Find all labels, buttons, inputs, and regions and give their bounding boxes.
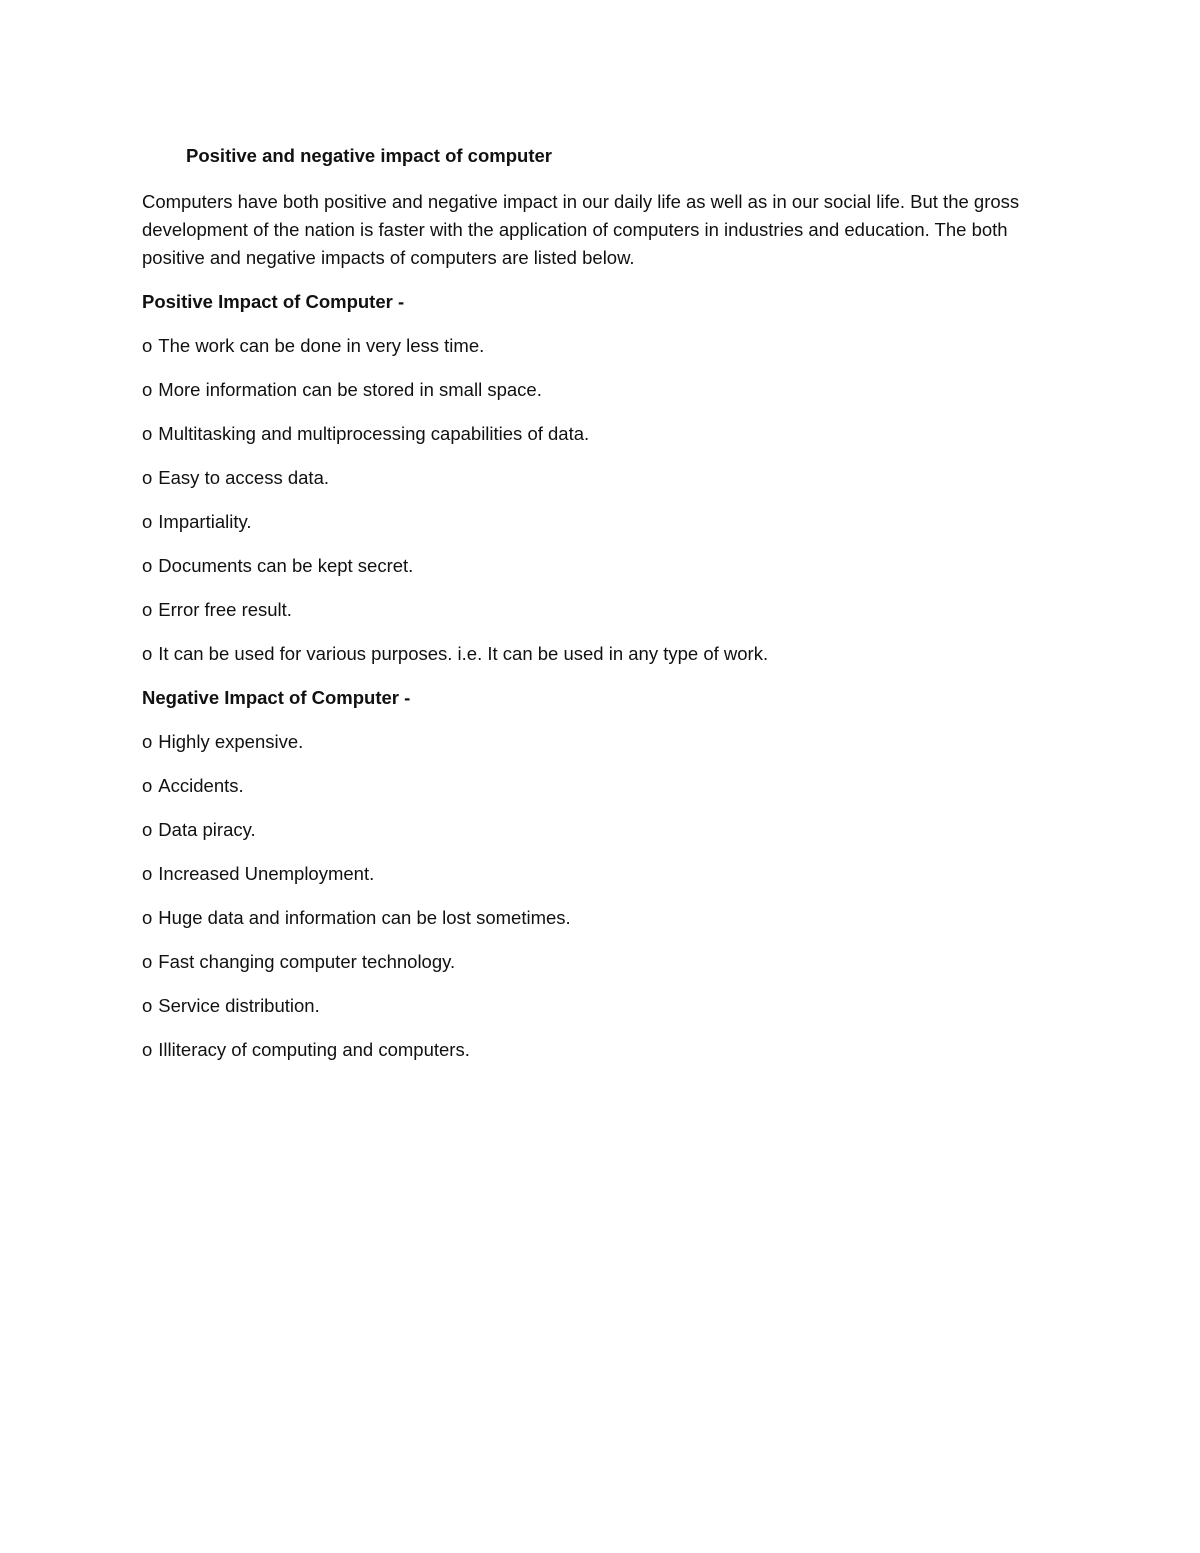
negative-impact-list — [142, 728, 1062, 1064]
list-item-text: The work can be done in very less time. — [158, 335, 485, 356]
bullet-marker: o — [142, 775, 153, 796]
list-item-text: It can be used for various purposes. i.e. It can be used in any type of work. — [158, 643, 769, 664]
list-item — [142, 992, 1062, 1020]
list-item — [142, 596, 1062, 624]
bullet-marker: o — [142, 599, 153, 620]
bullet-marker: o — [142, 731, 153, 752]
list-item — [142, 948, 1062, 976]
list-item — [142, 904, 1062, 932]
list-item-text: Multitasking and multiprocessing capabilities of data. — [158, 423, 590, 444]
list-item-text: Accidents. — [158, 775, 244, 796]
list-item-text: Documents can be kept secret. — [158, 555, 414, 576]
list-item-text: Service distribution. — [158, 995, 320, 1016]
positive-impact-heading: Positive Impact of Computer - — [142, 291, 405, 312]
bullet-marker: o — [142, 555, 153, 576]
bullet-marker: o — [142, 863, 153, 884]
list-item-text: Highly expensive. — [158, 731, 304, 752]
list-item-text: Easy to access data. — [158, 467, 329, 488]
bullet-marker: o — [142, 1039, 153, 1060]
list-item-text: Error free result. — [158, 599, 292, 620]
list-item — [142, 772, 1062, 800]
bullet-marker: o — [142, 951, 153, 972]
list-item-text: Data piracy. — [158, 819, 256, 840]
list-item-text: Illiteracy of computing and computers. — [158, 1039, 470, 1060]
list-item — [142, 728, 1062, 756]
document-title: Positive and negative impact of computer — [186, 145, 552, 166]
bullet-marker: o — [142, 511, 153, 532]
list-item — [142, 420, 1062, 448]
bullet-marker: o — [142, 467, 153, 488]
list-item — [142, 1036, 1062, 1064]
intro-paragraph: Computers have both positive and negative impact in our daily life as well as in our social life. But the gross development of the nation is faster with the application of computers in industries and education. The both positive and negative impacts of computers are listed below. — [142, 191, 1020, 268]
document-body — [142, 140, 1062, 1080]
list-item — [142, 376, 1062, 404]
list-item — [142, 508, 1062, 536]
list-item — [142, 860, 1062, 888]
list-item — [142, 640, 1062, 668]
list-item-text: More information can be stored in small space. — [158, 379, 542, 400]
bullet-marker: o — [142, 907, 153, 928]
list-item — [142, 552, 1062, 580]
bullet-marker: o — [142, 379, 153, 400]
list-item-text: Huge data and information can be lost sometimes. — [158, 907, 571, 928]
list-item — [142, 816, 1062, 844]
list-item-text: Fast changing computer technology. — [158, 951, 456, 972]
list-item — [142, 332, 1062, 360]
bullet-marker: o — [142, 643, 153, 664]
list-item — [142, 464, 1062, 492]
bullet-marker: o — [142, 819, 153, 840]
list-item-text: Impartiality. — [158, 511, 252, 532]
positive-impact-list — [142, 332, 1062, 668]
bullet-marker: o — [142, 335, 153, 356]
bullet-marker: o — [142, 423, 153, 444]
bullet-marker: o — [142, 995, 153, 1016]
list-item-text: Increased Unemployment. — [158, 863, 375, 884]
negative-impact-heading: Negative Impact of Computer - — [142, 687, 411, 708]
